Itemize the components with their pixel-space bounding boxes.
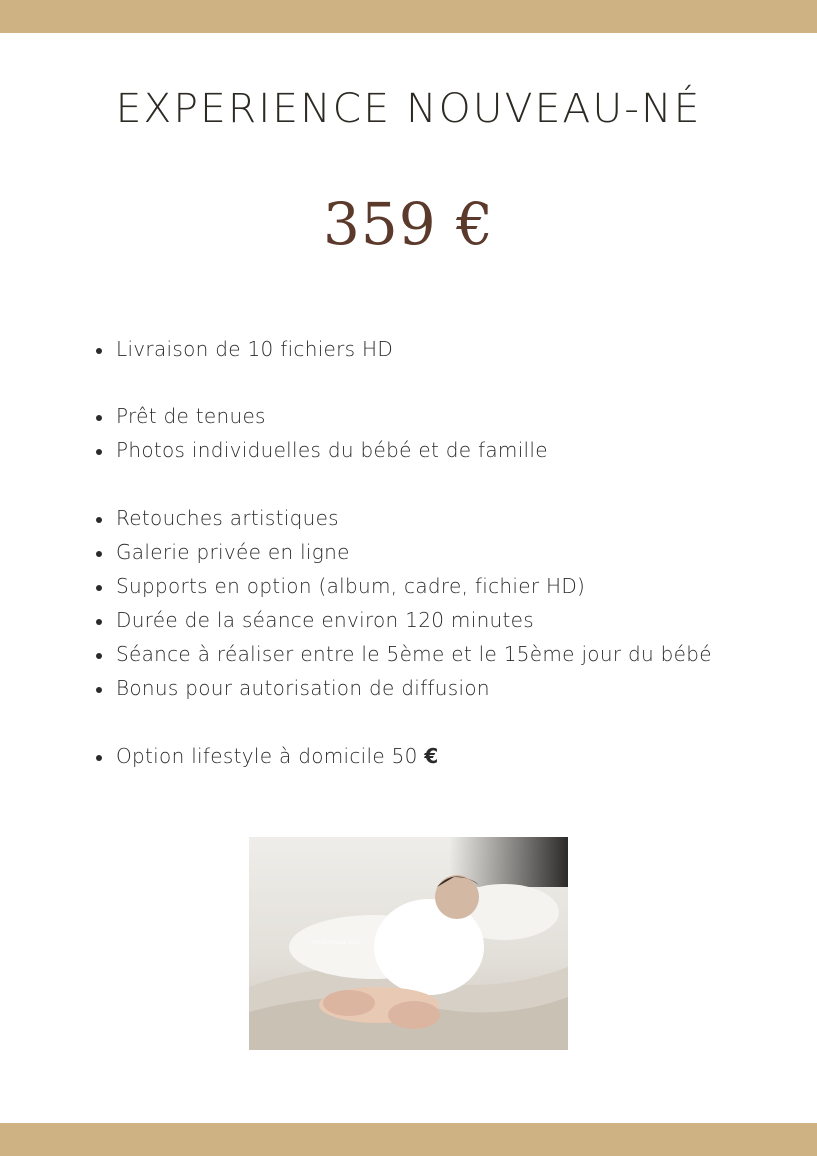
newborn-photo-icon bbox=[249, 837, 568, 1050]
bullet-icon bbox=[96, 517, 102, 523]
page-title: EXPERIENCE NOUVEAU-NÉ bbox=[115, 86, 702, 132]
option-text: Option lifestyle à domicile 50 bbox=[116, 744, 425, 768]
bullet-icon bbox=[96, 619, 102, 625]
bullet-icon bbox=[96, 348, 102, 354]
newborn-photo bbox=[249, 837, 568, 1050]
top-band bbox=[0, 0, 817, 33]
bottom-band bbox=[0, 1123, 817, 1156]
bullet-icon bbox=[96, 755, 102, 761]
price: 359 € bbox=[322, 190, 495, 258]
bullet-icon bbox=[96, 449, 102, 455]
bullet-icon bbox=[96, 551, 102, 557]
bullet-icon bbox=[96, 415, 102, 421]
bullet-icon bbox=[96, 687, 102, 693]
option-currency: € bbox=[424, 744, 439, 768]
watermark: ANNE-MARIE PITZ bbox=[311, 940, 361, 946]
bullet-icon bbox=[96, 653, 102, 659]
bullet-icon bbox=[96, 585, 102, 591]
